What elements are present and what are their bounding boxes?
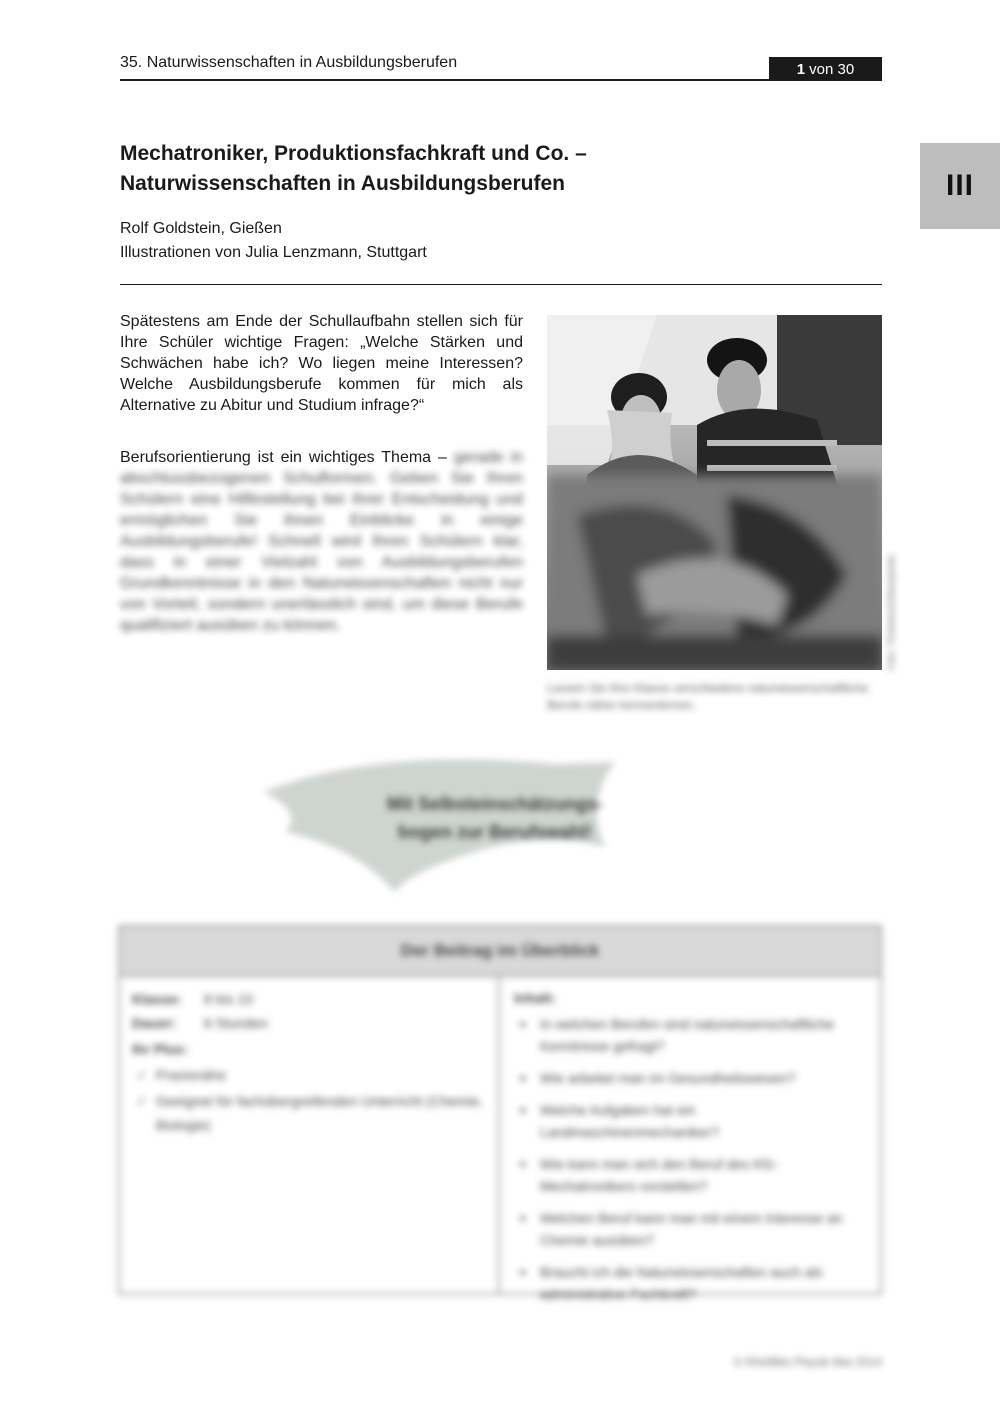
author-block bbox=[120, 217, 427, 265]
overview-meta bbox=[120, 977, 500, 1293]
plus-list bbox=[132, 1063, 486, 1137]
grade-value: 8 bis 10 bbox=[204, 991, 254, 1007]
overview-box bbox=[118, 925, 882, 1302]
duration-row bbox=[132, 1011, 486, 1035]
section-divider bbox=[120, 284, 882, 285]
content-item: ■ Welche Aufgaben hat ein Landmaschinenmechaniker? bbox=[514, 1099, 866, 1143]
content-list bbox=[514, 1013, 866, 1305]
title-line-2: Naturwissenschaften in Ausbildungsberufen bbox=[120, 172, 565, 195]
second-paragraph-visible: Berufsorientierung ist ein wichtiges Thema – bbox=[120, 449, 447, 466]
section-tab: III bbox=[920, 143, 1000, 229]
page-indicator bbox=[769, 57, 882, 81]
second-paragraph-blurred: gerade in abschlussbezogenen Schulformen. Geben Sie Ihren Schülern eine Hilfestellung bei ihrer Entscheidung und ermöglichen Sie ihnen Einblicke in einige Ausbildungsberufe! Schnell wird Ihren Schülern klar, dass in einer Vielzahl von Ausbildungsberufen Grundkenntnisse in den Naturwissenschaften nicht nur von Vorteil, sondern unerlässlich sind, um diese Berufe qualifiziert ausüben zu können. bbox=[120, 449, 524, 634]
plus-item: ✓ Praxisnähe bbox=[132, 1063, 486, 1087]
photo-credit: Foto: Thinkstock/iStockphoto bbox=[886, 554, 896, 670]
content-item: ■ In welchen Berufen sind naturwissenschaftliche Kenntnisse gefragt? bbox=[514, 1013, 866, 1057]
overview-columns bbox=[120, 977, 880, 1302]
content-label: Inhalt: bbox=[514, 990, 556, 1006]
title-line-1: Mechatroniker, Produktionsfachkraft und Co. – bbox=[120, 142, 587, 165]
plus-item: ✓ Geeignet für fachübergreifenden Unterricht (Chemie, Biologie) bbox=[132, 1089, 486, 1137]
plus-label: Ihr Plus: bbox=[132, 1041, 189, 1057]
copyright-notice: © RAABits Physik Mai 2014 bbox=[733, 1355, 882, 1369]
photo-caption: Lassen Sie Ihre Klasse verschiedene naturwissenschaftliche Berufe näher kennenlernen. bbox=[547, 681, 869, 712]
content-item: ■ Wie arbeitet man im Gesundheitswesen? bbox=[514, 1067, 866, 1089]
page-current: 1 bbox=[796, 60, 806, 78]
content-item: ■ Wie kann man sich den Beruf des Kfz-Mechatronikers vorstellen? bbox=[514, 1153, 866, 1197]
callout-banner-text bbox=[335, 790, 655, 846]
banner-line-2: bogen zur Berufswahl! bbox=[397, 822, 592, 842]
grade-row bbox=[132, 987, 486, 1011]
article-photo bbox=[547, 315, 882, 670]
page-total: von 30 bbox=[809, 60, 855, 78]
second-paragraph bbox=[120, 447, 523, 636]
intro-paragraph: Spätestens am Ende der Schullaufbahn stellen sich für Ihre Schüler wichtige Fragen: „Welche Stärken und Schwächen habe ich? Wo liegen meine Interessen? Welche Ausbildungsberufe kommen für mich als Alternative zu Abitur und Studium infrage?“ bbox=[120, 313, 523, 414]
overview-content bbox=[500, 977, 880, 1302]
content-item: ■ Welchen Beruf kann man mit einem Interesse an Chemie ausüben? bbox=[514, 1207, 866, 1251]
grade-label: Klasse: bbox=[132, 991, 182, 1007]
content-item: ■ Braucht ich die Naturwissenschaften auch als administrative Fachkraft? bbox=[514, 1261, 866, 1305]
header-rule bbox=[120, 79, 882, 81]
workshop-photo-illustration bbox=[547, 315, 882, 670]
chapter-title: 35. Naturwissenschaften in Ausbildungsberufen bbox=[120, 54, 458, 71]
article-title bbox=[120, 139, 820, 199]
banner-line-1: Mit Selbsteinschätzungs- bbox=[386, 794, 604, 814]
illustrator-credit: Illustrationen von Julia Lenzmann, Stuttgart bbox=[120, 244, 427, 261]
overview-heading: Der Beitrag im Überblick bbox=[120, 927, 880, 977]
author-name: Rolf Goldstein, Gießen bbox=[120, 220, 282, 237]
duration-label: Dauer: bbox=[132, 1015, 177, 1031]
duration-value: 6 Stunden bbox=[204, 1015, 268, 1031]
